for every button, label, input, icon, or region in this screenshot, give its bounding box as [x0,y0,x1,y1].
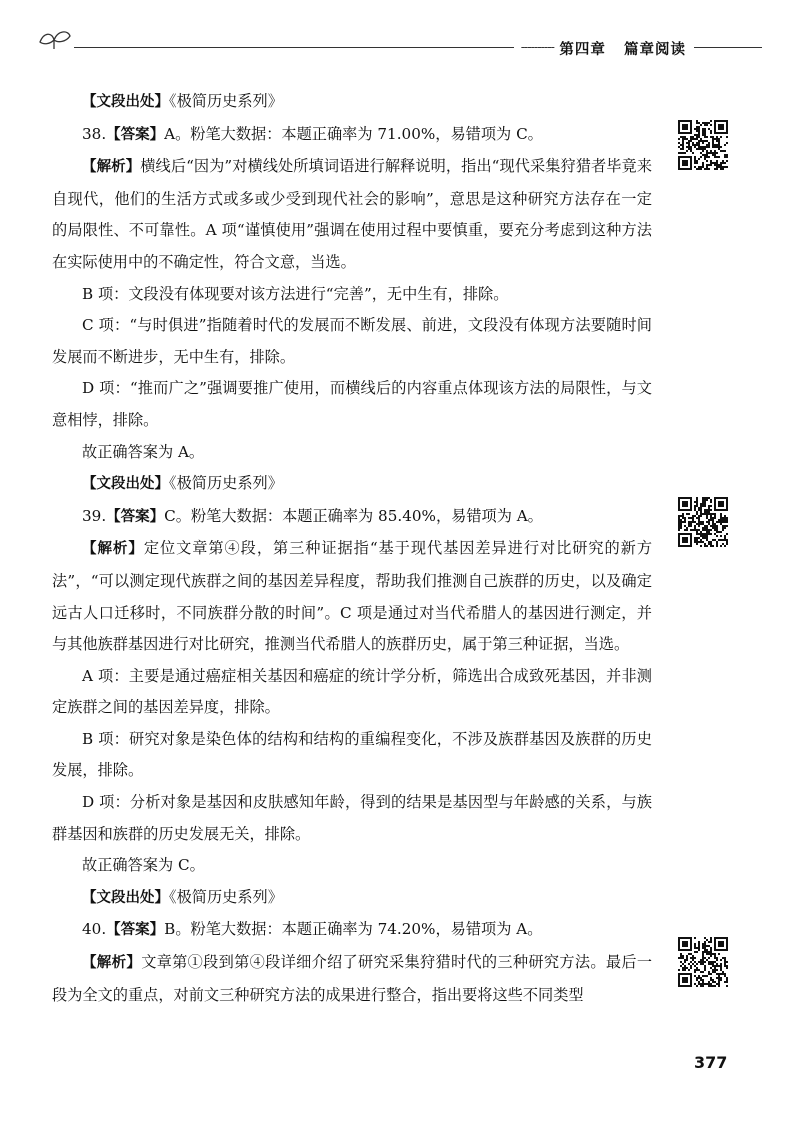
answer-text: A。粉笔大数据：本题正确率为 71.00%，易错项为 C。 [164,124,543,143]
option-analysis: D 项：分析对象是基因和皮肤感知年龄，得到的结果是基因型与年龄感的关系，与族群基因和族群的历史发展无关，排除。 [52,793,652,843]
leaf-icon [38,28,72,50]
source-title: 《极简历史系列》 [169,474,283,493]
chapter-label: 第四章 [559,42,606,58]
qr-code-icon[interactable] [678,937,728,987]
qr-code-icon[interactable] [678,497,728,547]
source-tag: 【文段出处】 [82,889,169,906]
answer-tag: 【答案】 [106,922,165,939]
answer-line [52,501,652,534]
source-tag: 【文段出处】 [82,476,169,493]
header-rule-right [694,47,762,48]
page-number: 377 [694,1053,728,1072]
question-number: 40. [82,920,107,939]
conclusion: 故正确答案为 C。 [82,856,205,875]
explanation-tag: 【解析】 [82,541,144,558]
question-number: 39. [82,506,107,525]
qr-code-icon[interactable] [678,120,728,170]
source-line [52,882,652,915]
option-analysis: C 项：“与时俱进”指随着时代的发展而不断发展、前进，文段没有体现方法要随时间发展而不断进步，无中生有，排除。 [52,316,652,366]
explanation [52,151,652,278]
source-line [52,86,652,119]
answer-line [52,119,652,152]
explanation-tag: 【解析】 [82,159,141,176]
explanation [52,533,652,660]
section-label: 篇章阅读 [624,42,686,58]
answer-tag: 【答案】 [106,508,165,525]
option-analysis: B 项：研究对象是染色体的结构和结构的重编程变化，不涉及族群基因及族群的历史发展，排除。 [52,729,652,780]
explanation-text: 定位文章第④段，第三种证据指“基于现代基因差异进行对比研究的新方法”，“可以测定现代族群之间的基因差异程度，帮助我们推测自己族群的历史，以及确定远古人口迁移时，不同族群分散的时间”。C 项是通过对当代希腊人的基因进行测定，并与其他族群基因进行对比研究，推测当代希腊人的族群历史，属于第三种证据，当选。 [52,539,653,654]
answer-line [52,914,652,947]
page-header [38,28,762,58]
question-number: 38. [82,124,107,143]
option-analysis: A 项：主要是通过癌症相关基因和癌症的统计学分析，筛选出合成致死基因，并非测定族群之间的基因差异度，排除。 [52,666,652,717]
source-title: 《极简历史系列》 [169,887,283,906]
explanation-text: 横线后“因为”对横线处所填词语进行解释说明，指出“现代采集狩猎者毕竟来自现代，他们的生活方式或多或少受到现代社会的影响”，意思是这种研究方法存在一定的局限性、不可靠性。A 项“谨慎使用”强调在使用过程中要慎重，要充分考虑到这种方法在实际使用中的不确定性，符合文意，当选。 [52,157,653,271]
source-title: 《极简历史系列》 [169,92,283,110]
answer-tag: 【答案】 [106,126,165,143]
page-body [52,86,652,1011]
header-rule-left [74,47,514,48]
header-chapter [559,38,686,59]
explanation-text: 文章第①段到第④段详细介绍了研究采集狩猎时代的三种研究方法。最后一段为全文的重点，对前文三种研究方法的成果进行整合，指出要将这些不同类型 [52,953,653,1004]
option-analysis: B 项：文段没有体现要对该方法进行“完善”，无中生有，排除。 [82,284,509,303]
explanation [52,947,652,1011]
header-dashes: ---------- [520,40,554,54]
answer-text: B。粉笔大数据：本题正确率为 74.20%，易错项为 A。 [164,920,543,939]
source-line [52,468,652,501]
conclusion: 故正确答案为 A。 [82,442,205,461]
answer-text: C。粉笔大数据：本题正确率为 85.40%，易错项为 A。 [164,506,543,525]
option-analysis: D 项：“推而广之”强调要推广使用，而横线后的内容重点体现该方法的局限性，与文意相悖，排除。 [52,379,652,429]
source-tag: 【文段出处】 [82,94,169,110]
explanation-tag: 【解析】 [82,955,142,972]
